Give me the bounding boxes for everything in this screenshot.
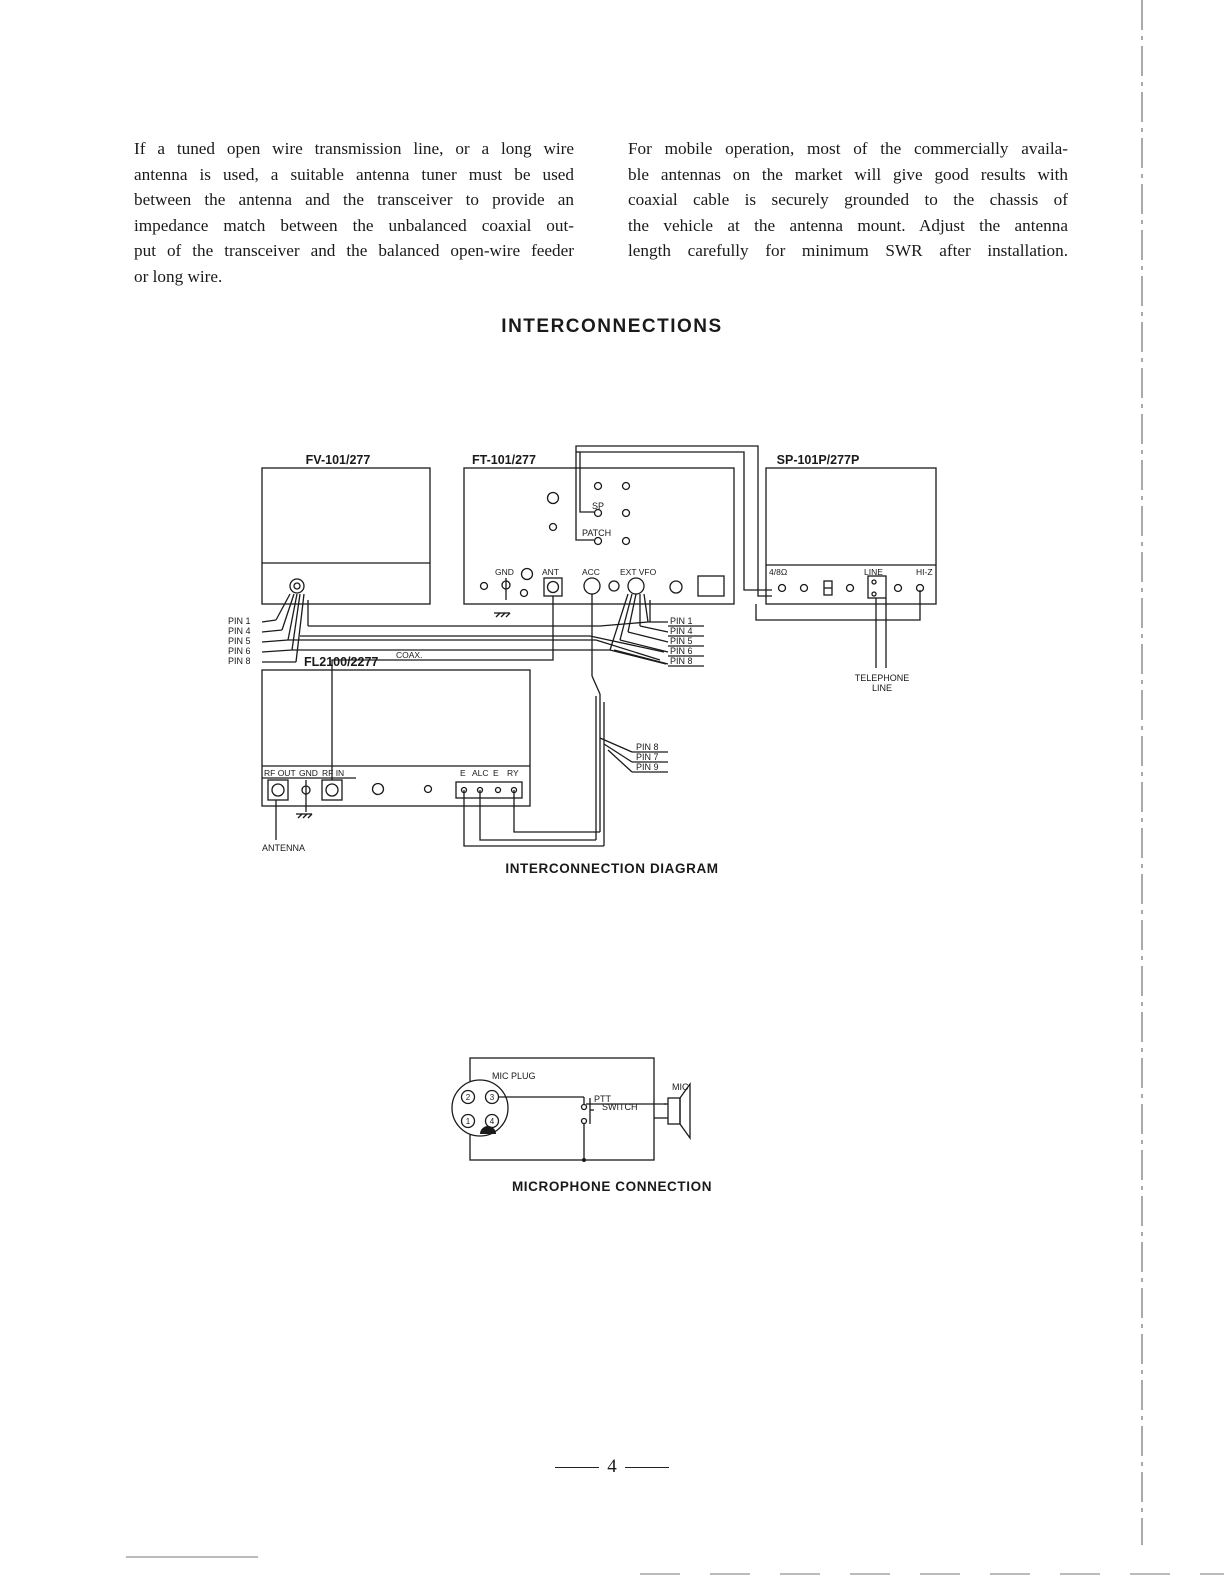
acc-pin-label: PIN 8 bbox=[636, 742, 659, 752]
mic-diagram bbox=[452, 1058, 690, 1160]
fl-e2-label: E bbox=[493, 768, 499, 778]
fv-unit-label: FV-101/277 bbox=[305, 453, 371, 467]
telephone-line-label: LINE bbox=[871, 683, 893, 693]
left-pin-label: PIN 4 bbox=[228, 626, 251, 636]
ft-acc-socket bbox=[584, 578, 600, 594]
fl-rf-in-label: RF IN bbox=[322, 768, 345, 778]
sp-line-jack bbox=[868, 576, 886, 598]
fv-acc-socket bbox=[290, 579, 304, 593]
right-pin-label: PIN 5 bbox=[670, 636, 693, 646]
mic-plug-icon bbox=[452, 1080, 508, 1136]
fv-unit-box bbox=[262, 468, 430, 604]
ft-ant-label: ANT bbox=[542, 567, 559, 577]
telephone-label: TELEPHONE bbox=[854, 673, 910, 683]
left-pin-label: PIN 8 bbox=[228, 656, 251, 666]
ptt-switch-label: SWITCH bbox=[602, 1102, 638, 1112]
scan-bottom-line bbox=[126, 1557, 1224, 1574]
page-number-dash bbox=[625, 1467, 669, 1468]
ft-gnd-label: GND bbox=[495, 567, 514, 577]
ft-patch-label: PATCH bbox=[582, 528, 612, 538]
sp-hiz-label: HI-Z bbox=[916, 567, 933, 577]
interconnection-caption: INTERCONNECTION DIAGRAM bbox=[505, 861, 719, 876]
paragraph-line: If a tuned open wire transmission line, or a long wire bbox=[134, 139, 574, 158]
left-pin-label: PIN 5 bbox=[228, 636, 251, 646]
sp-line-label: LINE bbox=[864, 567, 883, 577]
paragraph-line: antenna is used, a suitable antenna tuner must be used bbox=[134, 164, 574, 184]
ft-sp-label: SP bbox=[592, 501, 605, 511]
page-number-dash bbox=[555, 1467, 599, 1468]
paragraph-line: between the antenna and the transceiver to provide an bbox=[134, 190, 574, 210]
fl-unit-label: FL2100/2277 bbox=[304, 655, 379, 669]
sp-imp-label: 4/8Ω bbox=[769, 567, 788, 577]
fl-e-label: E bbox=[460, 768, 466, 778]
mic-plug-label: MIC PLUG bbox=[492, 1071, 536, 1081]
sp-unit-label: SP-101P/277P bbox=[776, 453, 860, 467]
section-heading: INTERCONNECTIONS bbox=[501, 316, 723, 337]
ft-acc-label: ACC bbox=[582, 567, 600, 577]
left-pin-label: PIN 6 bbox=[228, 646, 251, 656]
page-number-value: 4 bbox=[607, 1456, 617, 1477]
paragraph-line: For mobile operation, most of the commercially availa- bbox=[628, 139, 1068, 158]
microphone-caption: MICROPHONE CONNECTION bbox=[511, 1179, 713, 1194]
fl-ry-label: RY bbox=[507, 768, 519, 778]
right-pin-label: PIN 6 bbox=[670, 646, 693, 656]
page-number bbox=[0, 1456, 1224, 1478]
ft-unit-label: FT-101/277 bbox=[472, 453, 536, 467]
ft-ext-vfo-label: EXT VFO bbox=[620, 567, 657, 577]
paragraph-line: ble antennas on the market will give good results with bbox=[628, 164, 1068, 184]
acc-pin-label: PIN 9 bbox=[636, 762, 659, 772]
left-pin-label: PIN 1 bbox=[228, 616, 251, 626]
mic-label: MIC bbox=[672, 1082, 689, 1092]
mic-pin-label: 2 bbox=[465, 1093, 471, 1102]
fl-alc-label: ALC bbox=[472, 768, 489, 778]
mic-pin-label: 3 bbox=[489, 1093, 495, 1102]
ft-ant-socket bbox=[544, 578, 562, 596]
fl-rf-out-label: RF OUT bbox=[264, 768, 296, 778]
mic-pin-label: 4 bbox=[489, 1117, 495, 1126]
fl-gnd-label: GND bbox=[299, 768, 318, 778]
right-pin-label: PIN 1 bbox=[670, 616, 693, 626]
paragraph-line: the vehicle at the antenna mount. Adjust the antenna bbox=[628, 215, 1068, 235]
fl-unit-box bbox=[262, 670, 530, 806]
paragraph-line: coaxial cable is securely grounded to the chassis of bbox=[628, 190, 1068, 210]
coax-label: COAX. bbox=[396, 650, 423, 660]
paragraph-line: impedance match between the unbalanced coaxial out- bbox=[134, 215, 574, 235]
right-pin-label: PIN 8 bbox=[670, 656, 693, 666]
ft-ext-vfo-socket bbox=[628, 578, 644, 594]
paragraph-line: put of the transceiver and the balanced open-wire feeder bbox=[134, 241, 574, 261]
acc-pin-label: PIN 7 bbox=[636, 752, 659, 762]
gnd-icon bbox=[522, 569, 533, 580]
fl-rf-out-socket bbox=[268, 780, 288, 800]
antenna-label: ANTENNA bbox=[262, 843, 306, 853]
mic-pin-label: 1 bbox=[465, 1117, 471, 1126]
sp-unit-box bbox=[766, 468, 936, 604]
paragraph-line: or long wire. bbox=[134, 266, 223, 286]
ptt-label: PTT bbox=[594, 1094, 611, 1104]
right-pin-label: PIN 4 bbox=[670, 626, 693, 636]
paragraph-line: length carefully for minimum SWR after installation. bbox=[628, 241, 1068, 261]
fl-rf-in-socket bbox=[322, 780, 342, 800]
